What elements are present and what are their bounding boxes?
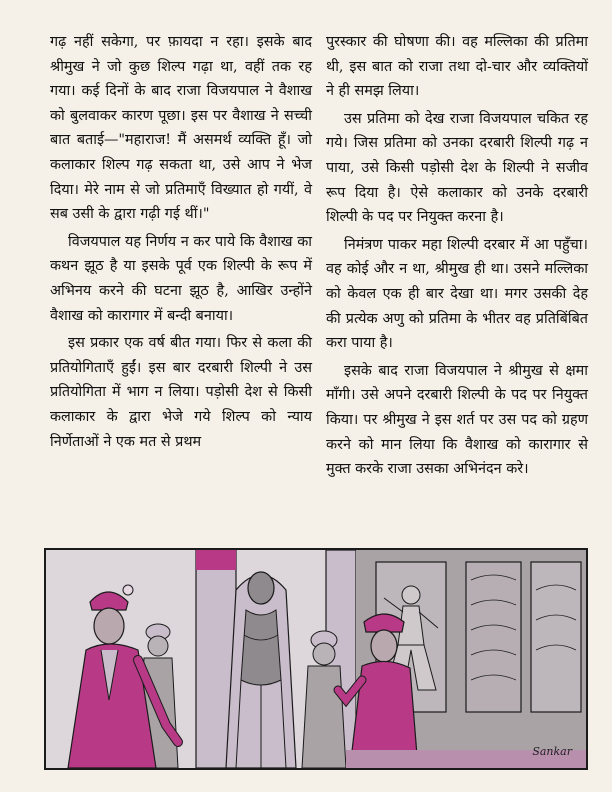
artist-signature: Sankar <box>532 745 572 758</box>
left-pillar-capital <box>196 550 236 570</box>
left-paragraph-1: गढ़ नहीं सकेगा, पर फ़ायदा न रहा। इसके बाद श्रीमुख ने जो कुछ शिल्प गढ़ा था, वहीं तक रह गया। कई दिनों के बाद राजा विजयपाल ने वैशाख को बुलवाकर कारण पूछा। इस पर वैशाख ने सच्ची बात बताई—"महाराज! मैं असमर्थ व्यक्ति हूँ। जो कलाकार शिल्प गढ़ सकता था, उसे आप ने भेज दिया। मेरे नाम से जो प्रतिमाएँ विख्यात हो गयीं, वे सब उसी के द्वारा गढ़ी गई थीं।" <box>50 34 312 223</box>
carved-panel-figure <box>531 562 581 712</box>
right-paragraph-2: उस प्रतिमा को देख राजा विजयपाल चकित रह गये। जिस प्रतिमा को उनका दरबारी शिल्पी गढ़ न पाया, उसे किसी पड़ोसी देश के शिल्पी ने सजीव रूप दिया है। ऐसे कलाकार को उनके दरबारी शिल्पी के पद पर नियुक्त करना है। <box>326 110 588 226</box>
right-paragraph-3: निमंत्रण पाकर महा शिल्पी दरबार में आ पहुँचा। वह कोई और न था, श्रीमुख ही था। उसने मल्लिका को केवल एक ही बार देखा था। मगर उसकी देह की प्रत्येक अणु को प्रतिमा के भीतर वह प्रतिबिंबित करा पाया है। <box>326 236 588 352</box>
right-paragraph-1: पुरस्कार की घोषणा की। वह मल्लिका की प्रतिमा थी, इस बात को राजा तथा दो-चार और व्यक्तियों ने ही समझ लिया। <box>326 34 588 100</box>
story-illustration <box>44 548 588 770</box>
left-paragraph-3: इस प्रकार एक वर्ष बीत गया। फिर से कला की प्रतियोगिताएँ हुईं। इस बार दरबारी शिल्पी ने उस प्रतियोगिता में भाग न लिया। पड़ोसी देश से किसी कलाकार के द्वारा भेजे गये शिल्प को न्याय निर्णेताओं ने एक मत से प्रथम <box>50 335 312 450</box>
right-text-column <box>326 30 588 482</box>
right-paragraph-4: इसके बाद राजा विजयपाल ने श्रीमुख से क्षमा माँगी। उसे अपने दरबारी शिल्पी के पद पर नियुक्त किया। पर श्रीमुख ने इस शर्त पर उस पद को ग्रहण करने को मान लिया कि वैशाख को कारागार से मुक्त करके राजा उसका अभिनंदन करे। <box>326 362 588 478</box>
carved-panel-lattice <box>466 562 521 712</box>
left-paragraph-2: विजयपाल यह निर्णय न कर पाये कि वैशाख का कथन झूठ है या इसके पूर्व एक शिल्पी के रूप में अभिनय करने की घटना झूठ है, आखिर उन्होंने वैशाख को कारागार में बन्दी बनाया। <box>50 233 312 324</box>
statue-figure <box>226 572 296 768</box>
left-text-column <box>50 30 312 454</box>
court-scene-drawing <box>46 550 586 768</box>
